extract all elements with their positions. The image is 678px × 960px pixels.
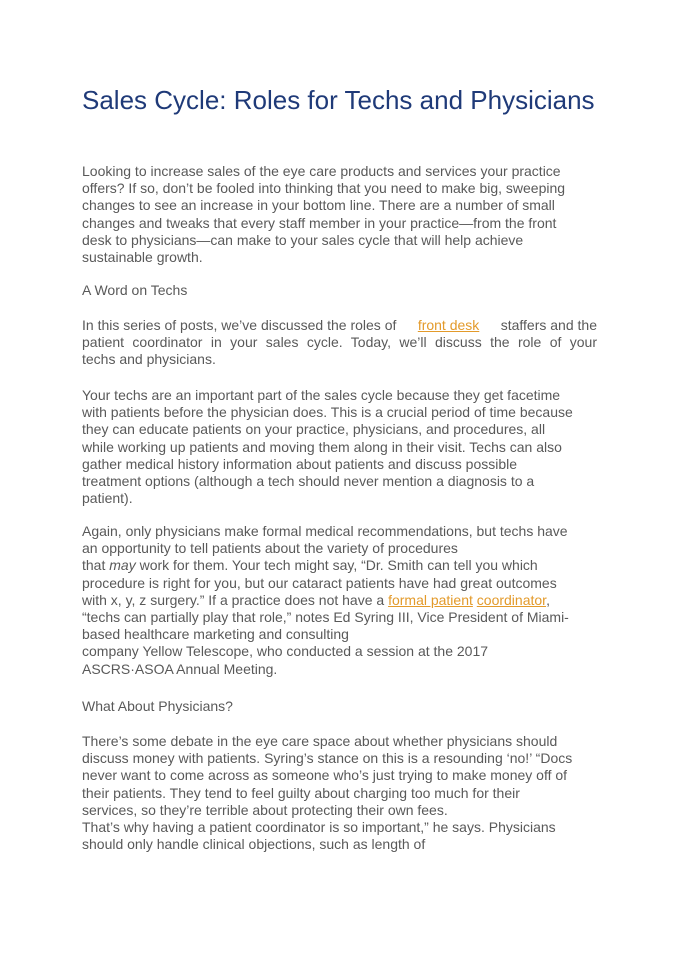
- physicians-line: their patients. They tend to feel guilty about charging too much for their: [82, 784, 520, 801]
- techs-paragraph: [82, 387, 573, 507]
- physicians-line: should only handle clinical objections, such as length of: [82, 836, 426, 853]
- physicians-line: discuss money with patients. Syring’s stance on this is a resounding ‘no!’ “Docs: [82, 750, 573, 767]
- techs-line: gather medical history information about patients and discuss possible: [82, 455, 518, 472]
- again-line: company Yellow Telescope, who conducted a session at the 2017: [82, 643, 489, 660]
- page-title: Sales Cycle: Roles for Techs and Physicians: [82, 85, 595, 115]
- coordinator-link[interactable]: coordinator: [476, 591, 547, 608]
- intro-line: desk to physicians—can make to your sales cycle that will help achieve: [82, 231, 524, 248]
- techs-line: while working up patients and moving them along in their visit. Techs can also: [82, 438, 562, 455]
- again-paragraph: Again, only physicians make formal medical recommendations, but techs have an opportunity to tell patients about the variety of procedures that may work for them. Your tech might say, “Dr. Smith can tell you which procedure is right for you, but our cataract patients have had great outcomes with x, y, z surgery.” If a practice does not have a formal patient coordinator, “techs can partially play that role,” notes Ed Syring III, Vice President of Miami- based healthcare marketing and consulting company Yellow Telescope, who conducted a session at the 2017 ASCRS·ASOA Annual Meeting.: [82, 523, 569, 677]
- again-line: an opportunity to tell patients about the variety of procedures: [82, 540, 458, 557]
- series-line-2: patient coordinator in your sales cycle. Today, we’ll discuss the role of your: [82, 334, 597, 351]
- emphasis-may: may: [109, 557, 136, 574]
- intro-line: sustainable growth.: [82, 249, 203, 266]
- heading-techs: A Word on Techs: [82, 282, 188, 298]
- intro-line: Looking to increase sales of the eye care products and services your practice: [82, 163, 561, 179]
- heading-physicians: What About Physicians?: [82, 698, 233, 714]
- again-line: based healthcare marketing and consulting: [82, 626, 349, 643]
- again-line: Again, only physicians make formal medical recommendations, but techs have: [82, 523, 568, 539]
- intro-paragraph: [82, 163, 565, 266]
- intro-line: changes and tweaks that every staff member in your practice—from the front: [82, 214, 557, 231]
- techs-line: they can educate patients on your practice, physicians, and procedures, all: [82, 421, 546, 438]
- physicians-line: There’s some debate in the eye care space about whether physicians should: [82, 733, 558, 749]
- again-line: ASCRS·ASOA Annual Meeting.: [82, 660, 278, 677]
- series-paragraph: [82, 317, 597, 369]
- physicians-line: That’s why having a patient coordinator is so important,” he says. Physicians: [82, 819, 556, 836]
- front-desk-link[interactable]: front desk: [417, 317, 480, 333]
- intro-line: changes to see an increase in your bottom line. There are a number of small: [82, 197, 555, 214]
- series-line-3: techs and physicians.: [82, 351, 216, 368]
- physicians-line: services, so they’re terrible about protecting their own fees.: [82, 801, 448, 818]
- series-line-1: In this series of posts, we’ve discussed the roles of front desk staffers and the: [82, 317, 597, 333]
- techs-line: patient).: [82, 490, 133, 507]
- intro-line: offers? If so, don’t be fooled into thinking that you need to make big, sweeping: [82, 180, 566, 197]
- formal-patient-link[interactable]: formal patient: [388, 591, 473, 608]
- again-line: “techs can partially play that role,” notes Ed Syring III, Vice President of Miami-: [82, 609, 569, 626]
- physicians-line: never want to come across as someone who’s just trying to make money off of: [82, 767, 568, 784]
- techs-line: Your techs are an important part of the sales cycle because they get facetime: [82, 387, 561, 403]
- again-line: procedure is right for you, but our cataract patients have had great outcomes: [82, 574, 557, 591]
- techs-line: treatment options (although a tech should never mention a diagnosis to a: [82, 473, 535, 490]
- techs-line: with patients before the physician does. This is a crucial period of time because: [82, 404, 573, 421]
- physicians-paragraph: [82, 733, 572, 853]
